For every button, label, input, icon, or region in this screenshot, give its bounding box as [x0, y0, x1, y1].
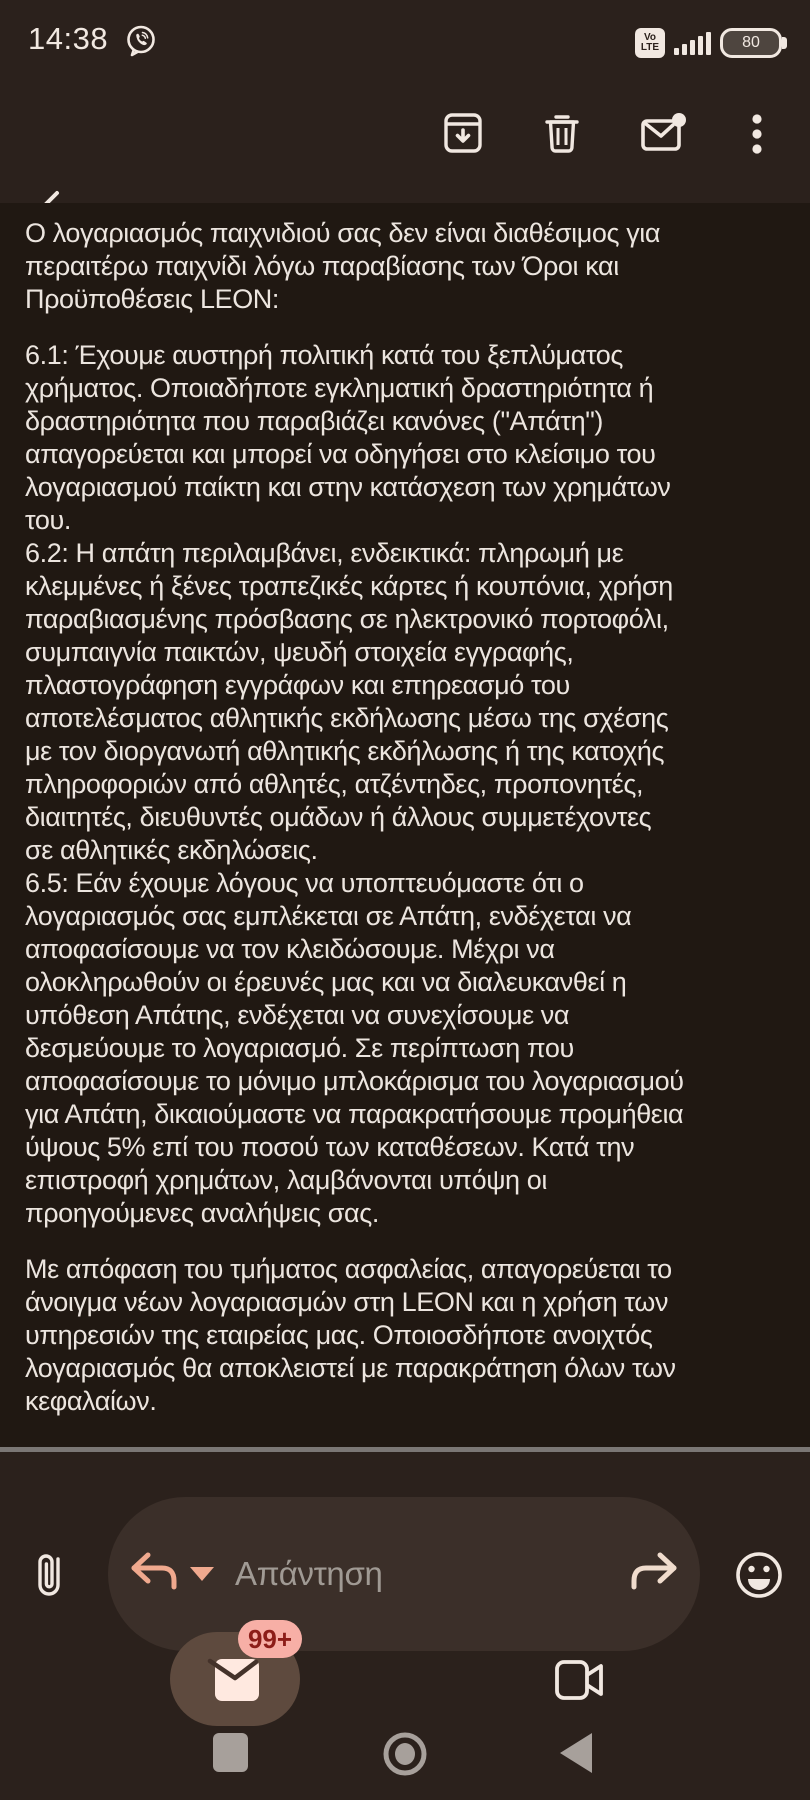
email-body-line: αποφασίσουμε το μόνιμο μπλοκάρισμα του λογαριασμού — [25, 1066, 684, 1096]
unread-count-badge: 99+ — [238, 1620, 302, 1658]
email-body-line: 6.1: Έχουμε αυστηρή πολιτική κατά του ξεπλύματος — [25, 340, 623, 370]
status-icons — [635, 28, 782, 58]
tab-video-call[interactable] — [540, 1642, 620, 1718]
envelope-icon — [204, 1651, 266, 1707]
email-body-line: λογαριασμός σας εμπλέκεται σε Απάτη, ενδέχεται να — [25, 901, 632, 931]
battery-icon — [720, 28, 782, 58]
email-body-line: αποτελέσματος αθλητικής εκδήλωσης μέσω της σχέσης — [25, 703, 669, 733]
email-body-line: λογαριασμός θα αποκλειστεί με παρακράτηση όλων των — [25, 1353, 676, 1383]
email-body-line: δραστηριότητα που παραβιάζει κανόνες ("Απάτη") — [25, 406, 603, 436]
email-body-line: ύψους 5% επί του ποσού των καταθέσεων. Κατά την — [25, 1132, 635, 1162]
reply-icon[interactable] — [126, 1549, 182, 1599]
email-body-line — [25, 316, 786, 339]
email-body-line: υπηρεσιών της εταιρείας μας. Οποιοσδήποτε ανοιχτός — [25, 1320, 653, 1350]
email-body-line: Ο λογαριασμός παιχνιδιού σας δεν είναι διαθέσιμος για — [25, 218, 661, 248]
email-body-line: υπόθεση Απάτης, ενδέχεται να συνεχίσουμε να — [25, 1000, 570, 1030]
forward-icon[interactable] — [626, 1549, 682, 1599]
email-body-line: χρήματος. Οποιαδήποτε εγκληματική δραστηριότητα ή — [25, 373, 654, 403]
email-body-line: προηγούμενες αναλήψεις σας. — [25, 1198, 379, 1228]
attachment-icon[interactable] — [28, 1550, 72, 1600]
nav-back-button[interactable] — [560, 1733, 592, 1773]
email-body-line: λογαριασμού παίκτη και στην κατάσχεση των χρημάτων — [25, 472, 671, 502]
email-body-line: διαιτητές, διευθυντές ομάδων ή άλλους συμμετέχοντες — [25, 802, 652, 832]
email-body-line: πληροφοριών από αθλητές, ατζέντηδες, προπονητές, — [25, 769, 644, 799]
mark-unread-button[interactable] — [640, 112, 686, 154]
battery-percent: 80 — [742, 34, 760, 51]
delete-button[interactable] — [541, 112, 583, 154]
email-body-line: κεφαλαίων. — [25, 1386, 157, 1416]
email-body-line: Με απόφαση του τμήματος ασφαλείας, απαγορεύεται το — [25, 1254, 672, 1284]
clock: 14:38 — [28, 21, 109, 56]
archive-button[interactable] — [442, 112, 484, 154]
email-body-line: αποφασίσουμε να τον κλειδώσουμε. Μέχρι να — [25, 934, 555, 964]
email-body-line: κλεμμένες ή ξένες τραπεζικές κάρτες ή κουπόνια, χρήση — [25, 571, 673, 601]
emoji-icon[interactable] — [734, 1550, 784, 1600]
nav-home-button[interactable] — [381, 1730, 429, 1778]
signal-strength-icon — [674, 31, 711, 55]
nav-recents-button[interactable] — [213, 1733, 248, 1772]
bottom-panel — [0, 1452, 810, 1800]
email-body-line: παραβιασμένης πρόσβασης σε ηλεκτρονικό πορτοφόλι, — [25, 604, 669, 634]
email-body-line: άνοιγμα νέων λογαριασμών στη LEON και η χρήση των — [25, 1287, 669, 1317]
email-body-line — [25, 1230, 786, 1253]
video-camera-icon — [551, 1655, 609, 1705]
email-body[interactable] — [0, 203, 810, 1447]
reply-options-dropdown-icon[interactable] — [190, 1567, 214, 1581]
email-body-line: για Απάτη, δικαιούμαστε να παρακρατήσουμε προμήθεια — [25, 1099, 684, 1129]
viber-call-icon — [124, 24, 158, 58]
volte-icon: Vo LTE — [635, 28, 665, 58]
email-body-line: ολοκληρωθούν οι έρευνές μας και να διαλευκανθεί η — [25, 967, 627, 997]
email-body-line: συμπαιγνία παικτών, ψευδή στοιχεία εγγραφής, — [25, 637, 574, 667]
email-body-text — [0, 203, 810, 1418]
more-options-button[interactable] — [744, 111, 770, 157]
email-body-line: του. — [25, 505, 71, 535]
email-body-line: περαιτέρω παιχνίδι λόγω παραβίασης των Όροι και — [25, 251, 619, 281]
email-toolbar — [0, 75, 810, 203]
status-bar — [0, 0, 810, 75]
email-body-line: επιστροφή χρημάτων, λαμβάνονται υπόψη οι — [25, 1165, 547, 1195]
email-body-line: με τον διοργανωτή αθλητικής εκδήλωσης ή της κατοχής — [25, 736, 665, 766]
reply-placeholder: Απάντηση — [235, 1555, 383, 1592]
email-body-line: Προϋποθέσεις LEON: — [25, 284, 279, 314]
email-body-line: πλαστογράφηση εγγράφων και επηρεασμό του — [25, 670, 570, 700]
email-body-line: 6.5: Εάν έχουμε λόγους να υποπτευόμαστε ότι ο — [25, 868, 584, 898]
email-body-line: 6.2: Η απάτη περιλαμβάνει, ενδεικτικά: πληρωμή με — [25, 538, 624, 568]
email-body-line: δεσμεύουμε το λογαριασμό. Σε περίπτωση που — [25, 1033, 574, 1063]
reply-input[interactable] — [108, 1497, 700, 1651]
email-body-line: σε αθλητικές εκδηλώσεις. — [25, 835, 318, 865]
email-body-line: απαγορεύεται και μπορεί να οδηγήσει στο κλείσιμο του — [25, 439, 656, 469]
